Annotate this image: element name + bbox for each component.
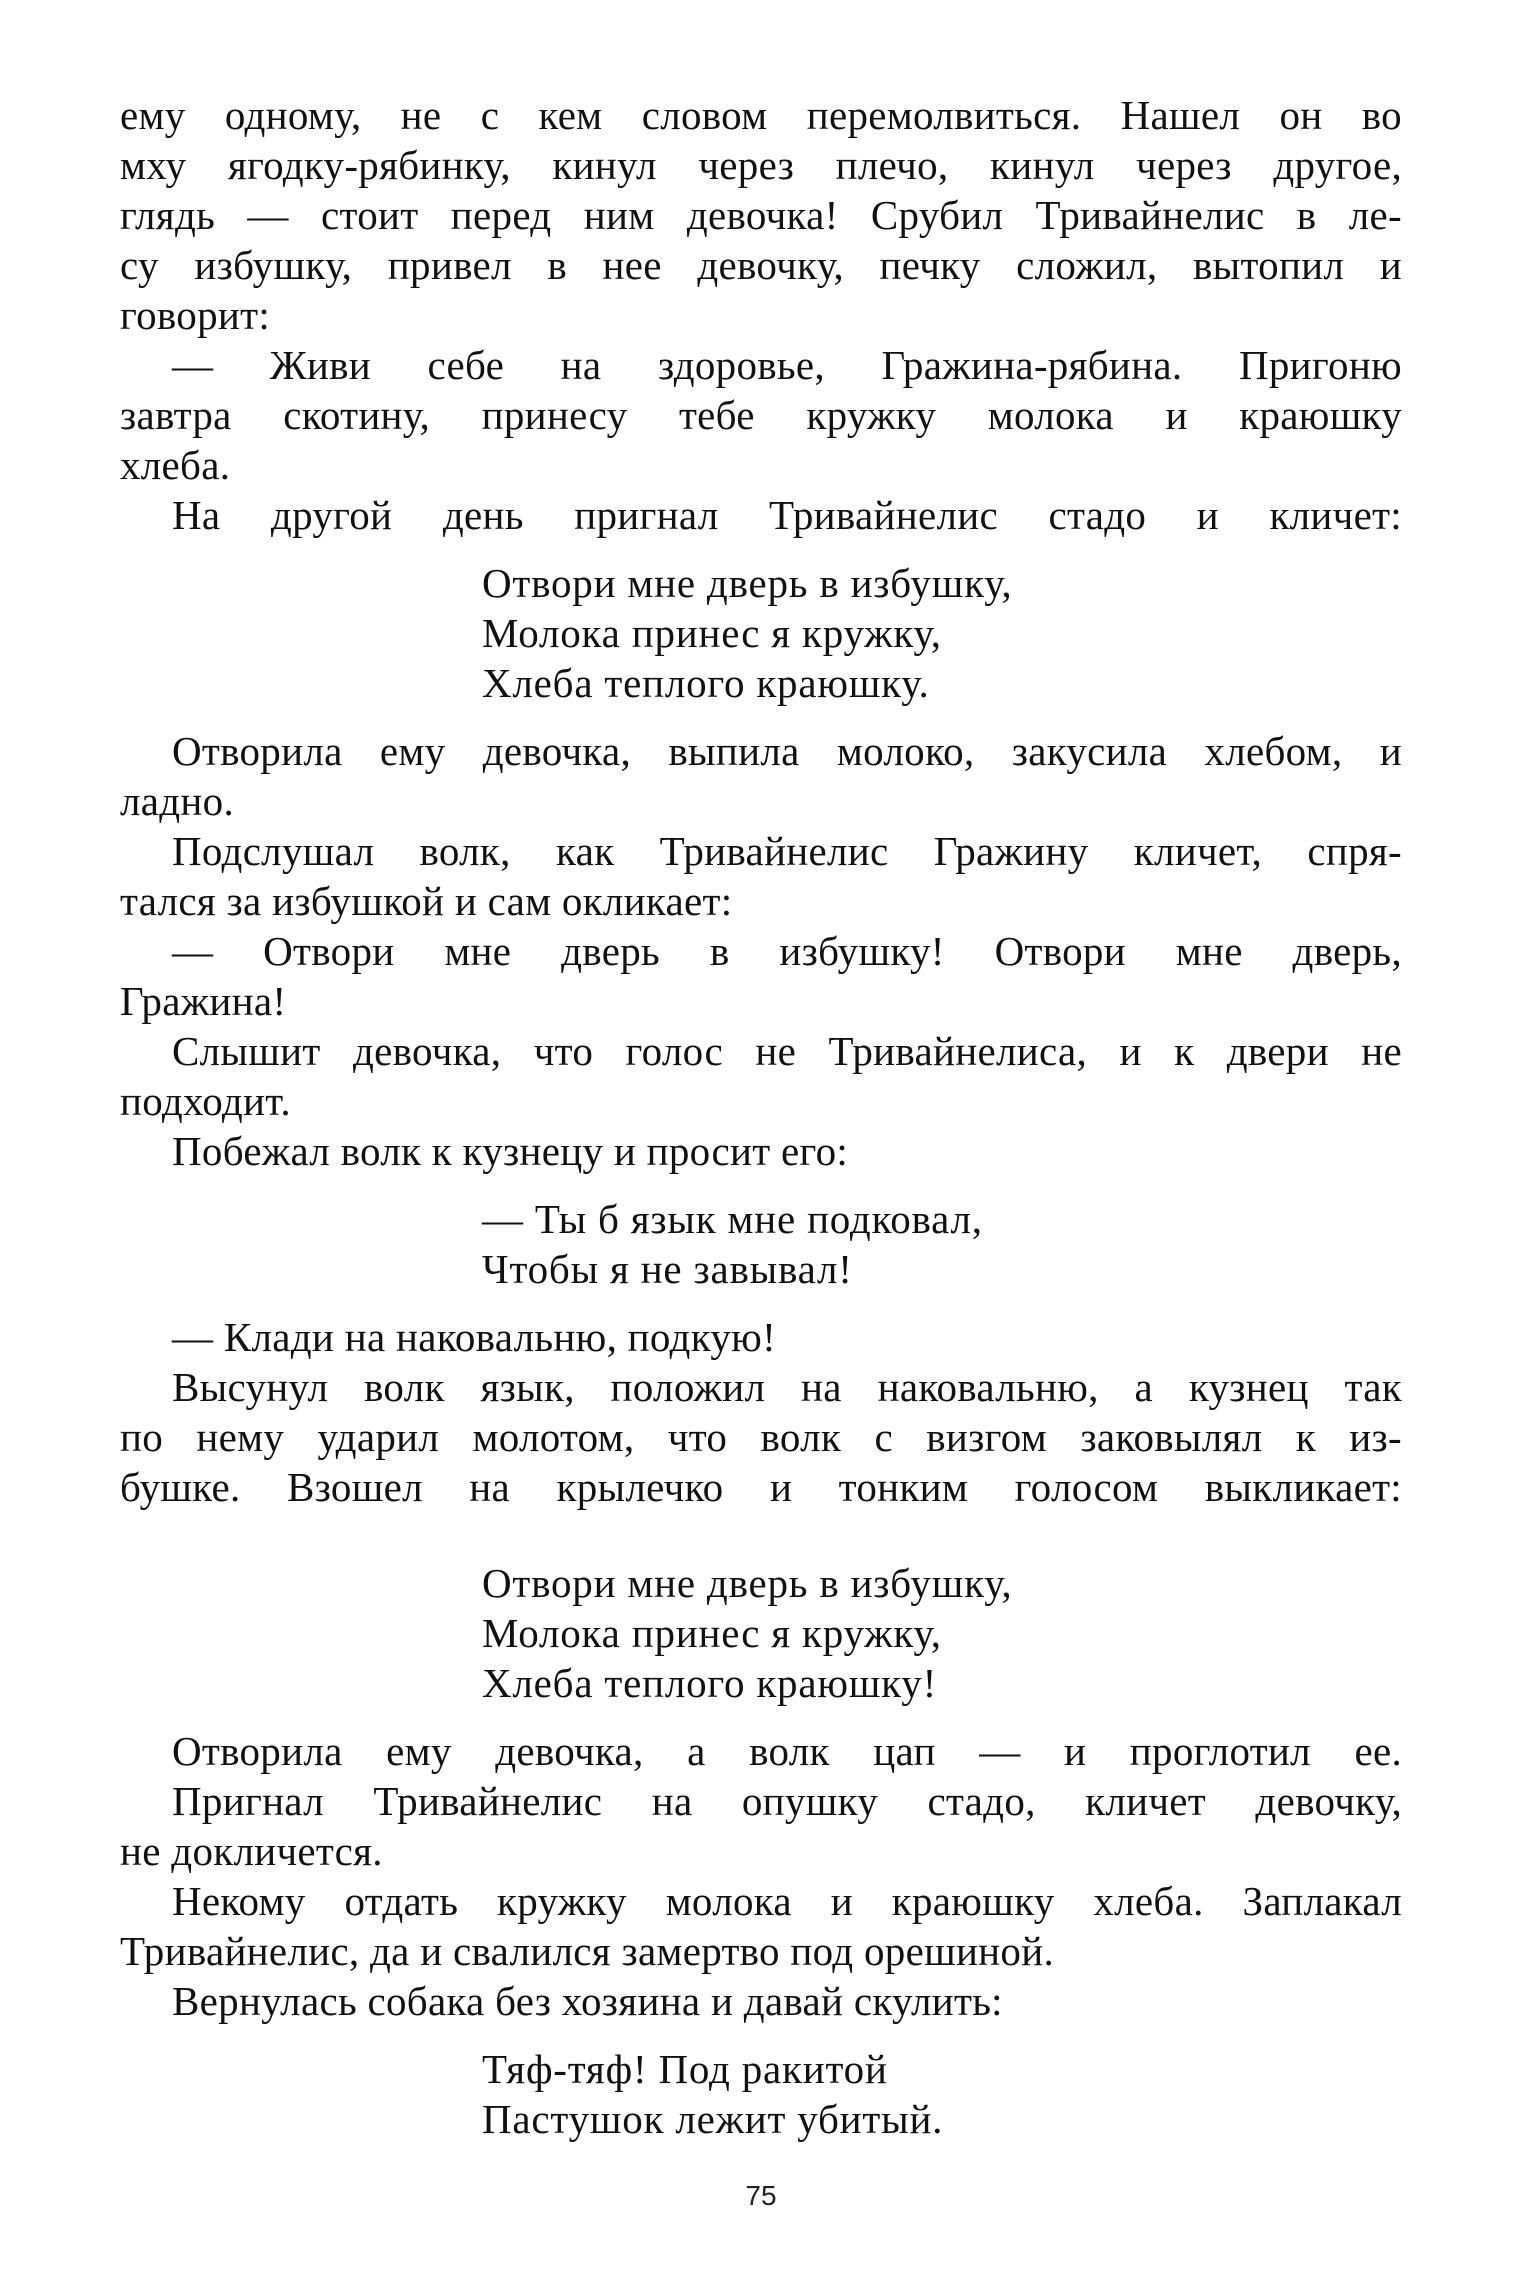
paragraph [120, 726, 1402, 826]
verse-line: Тяф-тяф! Под ракитой [482, 2046, 888, 2092]
text-line: Вернулась собака без хозяина и давай скулить: [172, 1978, 1003, 2024]
paragraph [120, 1876, 1402, 1976]
verse-line: Чтобы я не завывал! [482, 1246, 853, 1292]
paragraph [120, 1026, 1402, 1126]
text-line: Побежал волк к кузнецу и просит его: [172, 1128, 849, 1174]
paragraph [120, 826, 1402, 926]
text-line: подходит. [120, 1078, 291, 1124]
book-page [120, 90, 1402, 2144]
text-line: Подслушал волк, как Тривайнелис Гражину кличет, спря- [172, 828, 1402, 874]
text-line: говорит: [120, 292, 271, 338]
page-number: 75 [745, 2180, 777, 2211]
text-line: Пригнал Тривайнелис на опушку стадо, кличет девочку, [172, 1778, 1402, 1824]
text-line: Высунул волк язык, положил на наковальню, а кузнец так [172, 1364, 1402, 1410]
text-line: На другой день пригнал Тривайнелис стадо и кличет: [172, 492, 1402, 538]
paragraph [120, 1312, 1402, 1362]
text-line: Отворила ему девочка, а волк цап — и проглотил ее. [172, 1728, 1402, 1774]
text-line: Гражина! [120, 978, 287, 1024]
verse-line: Хлеба теплого краюшку! [482, 1660, 938, 1706]
paragraph [120, 490, 1402, 540]
verse-line: Отвори мне дверь в избушку, [482, 560, 1013, 606]
text-line: мху ягодку-рябинку, кинул через плечо, кинул через другое, [120, 142, 1402, 188]
paragraph [120, 1976, 1402, 2026]
verse-line: Пастушок лежит убитый. [482, 2096, 944, 2142]
text-line: тался за избушкой и сам окликает: [120, 878, 733, 924]
text-line: ладно. [120, 778, 235, 824]
text-line: хлеба. [120, 442, 231, 488]
verse-line: — Ты б язык мне подковал, [482, 1196, 983, 1242]
text-line: Слышит девочка, что голос не Тривайнелиса, и к двери не [172, 1028, 1402, 1074]
text-line: не докличется. [120, 1828, 383, 1874]
paragraph [120, 1726, 1402, 1776]
verse-block [120, 2044, 1402, 2144]
verse-line: Отвори мне дверь в избушку, [482, 1560, 1013, 1606]
verse-block [120, 1194, 1402, 1294]
verse-line: Хлеба теплого краюшку. [482, 660, 930, 706]
text-line: глядь — стоит перед ним девочка! Срубил Тривайнелис в ле- [120, 192, 1402, 238]
text-line: ему одному, не с кем словом перемолвиться. Нашел он во [120, 92, 1402, 138]
paragraph [120, 926, 1402, 1026]
text-line: Отворила ему девочка, выпила молоко, закусила хлебом, и [172, 728, 1402, 774]
verse-line: Молока принес я кружку, [482, 1610, 942, 1656]
verse-block [120, 1558, 1402, 1708]
paragraph [120, 1362, 1402, 1512]
paragraph [120, 340, 1402, 490]
paragraph [120, 90, 1402, 340]
text-line: бушке. Взошел на крылечко и тонким голосом выкликает: [120, 1464, 1402, 1510]
text-line: — Живи себе на здоровье, Гражина-рябина. Пригоню [172, 342, 1402, 388]
paragraph [120, 1776, 1402, 1876]
text-line: Некому отдать кружку молока и краюшку хлеба. Заплакал [172, 1878, 1402, 1924]
verse-block [120, 558, 1402, 708]
verse-line: Молока принес я кружку, [482, 610, 942, 656]
paragraph [120, 1126, 1402, 1176]
text-line: — Клади на наковальню, подкую! [172, 1314, 777, 1360]
text-line: — Отвори мне дверь в избушку! Отвори мне дверь, [172, 928, 1402, 974]
text-line: завтра скотину, принесу тебе кружку молока и краюшку [120, 392, 1402, 438]
text-line: Тривайнелис, да и свалился замертво под орешиной. [120, 1928, 1055, 1974]
text-line: по нему ударил молотом, что волк с визгом заковылял к из- [120, 1414, 1402, 1460]
text-line: су избушку, привел в нее девочку, печку сложил, вытопил и [120, 242, 1402, 288]
